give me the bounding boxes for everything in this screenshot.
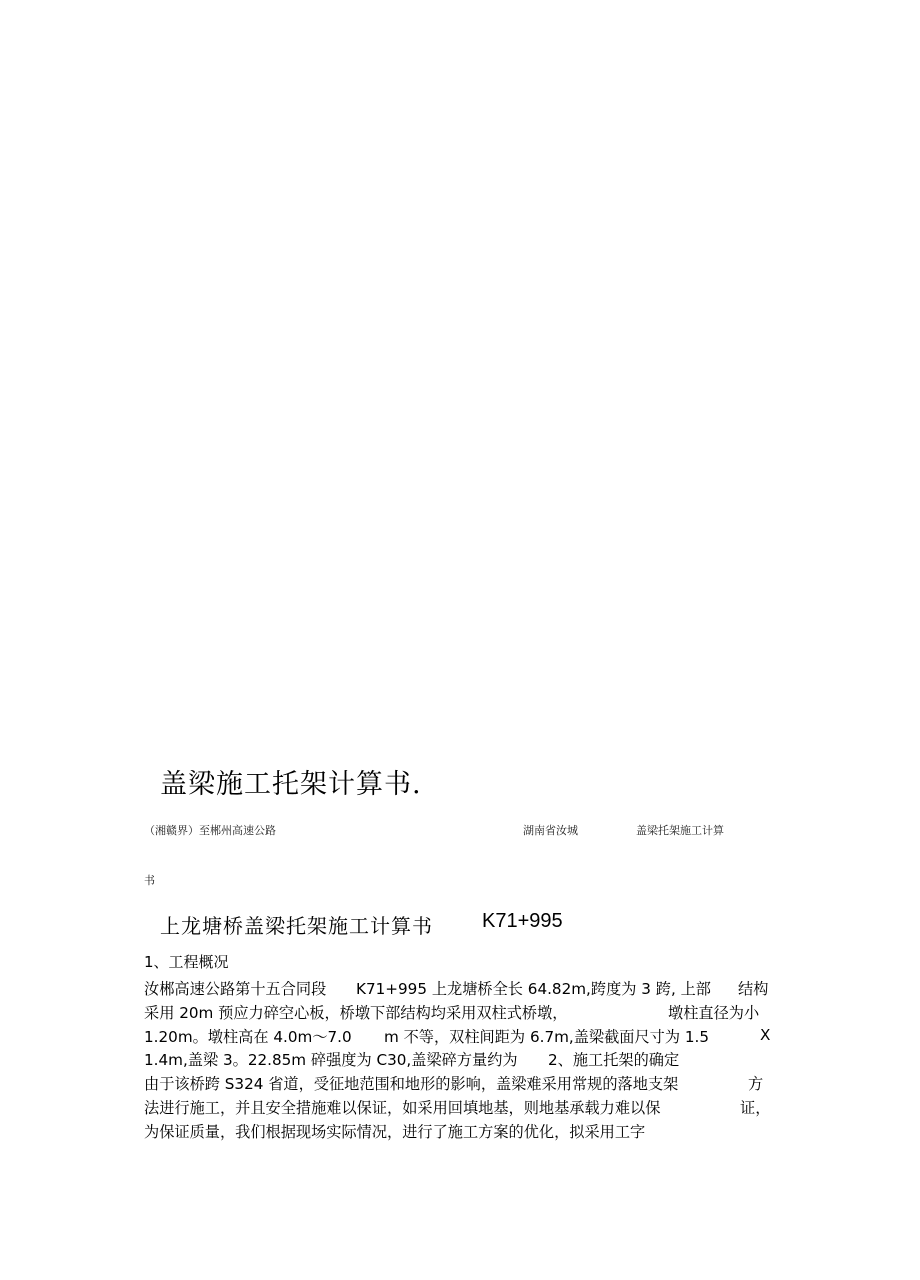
subtitle-text: 上龙塘桥盖梁托架施工计算书 — [160, 914, 433, 938]
body-line-segment: 由于该桥跨 S324 省道，受征地范围和地形的影响，盖梁难采用常规的落地支架 — [144, 1075, 679, 1093]
body-line-segment: 1.20m。墩柱高在 4.0m〜7.0 — [144, 1028, 352, 1046]
body-line-segment: 证， — [740, 1099, 771, 1117]
header-doc-name-continuation: 书 — [144, 874, 155, 887]
section-heading-overview: 1、工程概况 — [144, 953, 229, 971]
body-line-segment: m 不等，双柱间距为 6.7m,盖梁截面尺寸为 1.5 — [384, 1028, 710, 1046]
header-road-name: （湘赣界）至郴州高速公路 — [144, 824, 276, 837]
body-line-segment: 2、施工托架的确定 — [548, 1051, 680, 1069]
body-line-segment: 汝郴高速公路第十五合同段 — [144, 980, 327, 998]
body-line — [144, 1097, 774, 1119]
body-line-segment: 方 — [748, 1075, 764, 1093]
document-title: 盖梁施工托架计算书. — [160, 769, 422, 800]
subtitle-station-code: K71+995 — [482, 910, 563, 932]
body-line — [144, 978, 774, 1000]
body-line-segment: K71+995 上龙塘桥全长 64.82m,跨度为 3 跨, 上部 — [356, 980, 711, 998]
body-line-segment: 1.4m,盖梁 3。22.85m 碎强度为 C30,盖梁碎方量约为 — [144, 1051, 518, 1069]
body-line — [144, 1049, 774, 1071]
header-location: 湖南省汝城 — [523, 824, 578, 837]
body-line-segment: 结构 — [738, 980, 769, 998]
body-line-segment: 墩柱直径为小 — [668, 1004, 760, 1022]
body-line-segment: 法进行施工，并且安全措施难以保证，如采用回填地基，则地基承载力难以保 — [144, 1099, 661, 1117]
header-doc-name: 盖梁托架施工计算 — [636, 824, 724, 837]
body-line — [144, 1121, 774, 1143]
body-line-segment: X — [760, 1026, 771, 1044]
body-line — [144, 1026, 774, 1048]
body-line-segment: 采用 20m 预应力碎空心板，桥墩下部结构均采用双柱式桥墩， — [144, 1004, 568, 1022]
section-subtitle — [160, 910, 563, 939]
body-line — [144, 1073, 774, 1095]
body-line-segment: 为保证质量，我们根据现场实际情况，进行了施工方案的优化，拟采用工字 — [144, 1123, 646, 1141]
body-line — [144, 1002, 774, 1024]
